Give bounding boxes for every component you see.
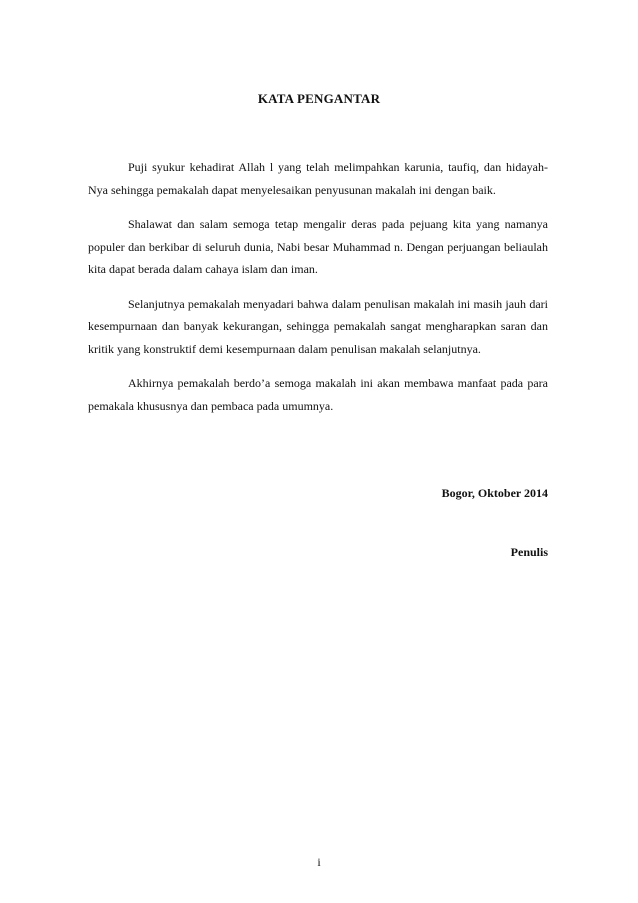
page-number: i <box>317 855 321 869</box>
paragraph-4: Akhirnya pemakalah berdo’a semoga makalah ini akan membawa manfaat pada para pemakala khususnya dan pembaca pada umumnya. <box>88 376 548 413</box>
paragraph-1: Puji syukur kehadirat Allah l yang telah melimpahkan karunia, taufiq, dan hidayah-Nya sehingga pemakalah dapat menyelesaikan penyusunan makalah ini dengan baik. <box>88 160 548 197</box>
paragraph-3: Selanjutnya pemakalah menyadari bahwa dalam penulisan makalah ini masih jauh dari kesempurnaan dan banyak kekurangan, sehingga pemakalah sangat mengharapkan saran dan kritik yang konstruktif demi kesempurnaan dalam penulisan makalah selanjutnya. <box>88 296 548 356</box>
body-text <box>88 156 548 429</box>
paragraph-2: Shalawat dan salam semoga tetap mengalir deras pada pejuang kita yang namanya populer dan berkibar di seluruh dunia, Nabi besar Muhammad n. Dengan perjuangan beliaulah kita dapat berada dalam cahaya islam dan iman. <box>88 217 548 276</box>
page-title: KATA PENGANTAR <box>257 91 381 106</box>
author-signature: Penulis <box>510 545 548 559</box>
place-date: Bogor, Oktober 2014 <box>441 486 548 500</box>
